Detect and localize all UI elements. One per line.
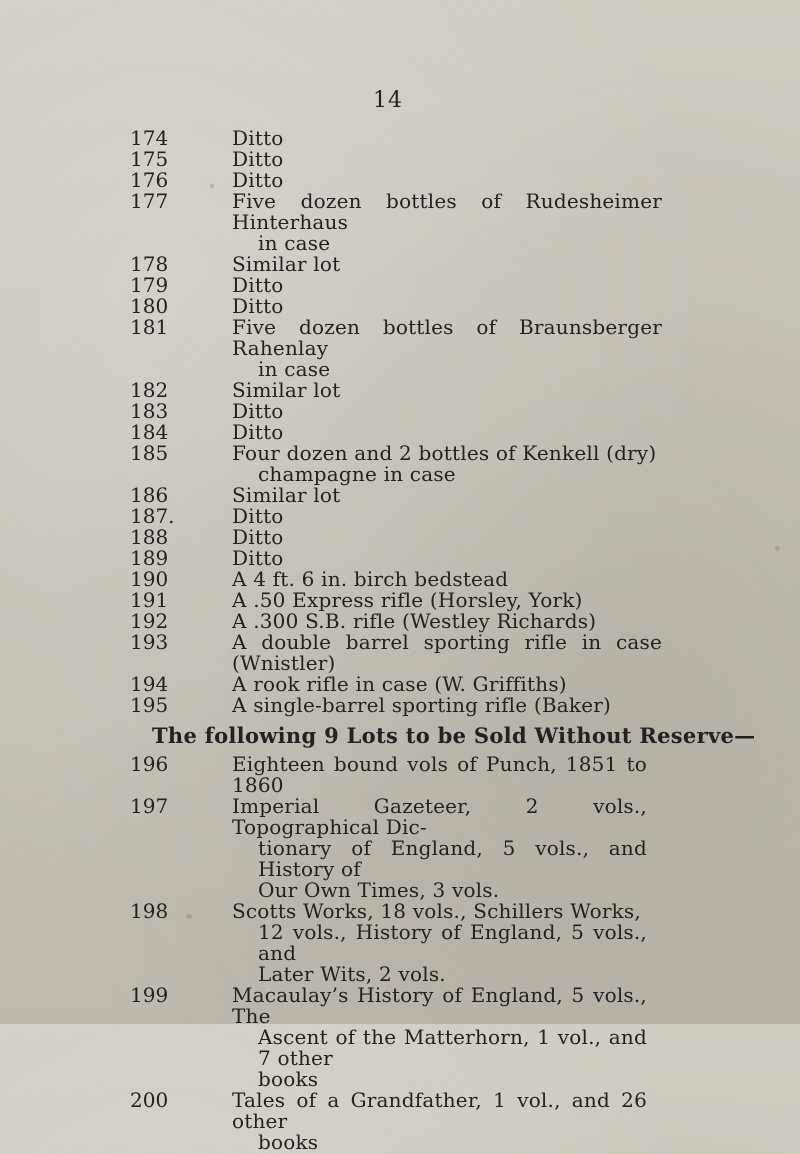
lot-description-line: A .300 S.B. rifle (Westley Richards) [232, 609, 597, 633]
lot-description-line: Macaulay’s History of England, 5 vols., The [232, 983, 647, 1028]
lot-row [0, 170, 800, 191]
lot-row [0, 191, 800, 254]
lot-number: 188 [130, 525, 169, 549]
lot-row [0, 380, 800, 401]
lot-number: 184 [130, 420, 169, 444]
lot-description [232, 401, 662, 422]
lot-row [0, 548, 800, 569]
lot-description-line: Scotts Works, 18 vols., Schillers Works, [232, 899, 641, 923]
lot-number: 175 [130, 147, 169, 171]
lot-number: 179 [130, 273, 169, 297]
lot-description-line: Ditto [232, 147, 284, 171]
lot-description-line: Five dozen bottles of Braunsberger Rahenlay [232, 315, 662, 360]
lot-description-line: champagne in case [258, 462, 456, 486]
lot-description-line: Similar lot [232, 252, 341, 276]
lot-description [232, 901, 647, 985]
lot-row [0, 754, 800, 796]
lot-description-line: 12 vols., History of England, 5 vols., and [258, 920, 647, 965]
lot-row [0, 443, 800, 485]
lot-number: 199 [130, 983, 169, 1007]
lot-number: 178 [130, 252, 169, 276]
lot-description [232, 527, 662, 548]
lot-number: 174 [130, 126, 169, 150]
lot-description [232, 548, 662, 569]
lot-number: 183 [130, 399, 169, 423]
lot-description [232, 569, 662, 590]
page-number: 14 [373, 88, 403, 113]
lot-number: 192 [130, 609, 169, 633]
lot-row [0, 796, 800, 901]
lot-number: 196 [130, 752, 169, 776]
lot-row [0, 506, 800, 527]
lot-row [0, 611, 800, 632]
section-heading: The following 9 Lots to be Sold Without Reserve— [152, 723, 756, 748]
lot-number: 187. [130, 504, 175, 528]
lot-description-line: A single-barrel sporting rifle (Baker) [232, 693, 612, 717]
lot-description [232, 275, 662, 296]
lot-row [0, 254, 800, 275]
lot-description-line: Imperial Gazeteer, 2 vols., Topographical Dic- [232, 794, 647, 839]
lot-description-line: Ditto [232, 126, 284, 150]
lot-number: 176 [130, 168, 169, 192]
lot-description-line: Eighteen bound vols of Punch, 1851 to 1860 [232, 752, 647, 797]
lot-description-line: Ditto [232, 294, 284, 318]
lot-row [0, 401, 800, 422]
lot-number: 185 [130, 441, 169, 465]
lot-row [0, 128, 800, 149]
lot-number: 194 [130, 672, 169, 696]
lot-description [232, 191, 662, 254]
lot-description-line: tionary of England, 5 vols., and History of [258, 836, 647, 881]
lot-number: 191 [130, 588, 169, 612]
lot-description-line: Our Own Times, 3 vols. [258, 878, 500, 902]
lot-description-line: Similar lot [232, 483, 341, 507]
lot-row [0, 275, 800, 296]
lot-number: 177 [130, 189, 169, 213]
lot-number: 181 [130, 315, 169, 339]
lot-description-line: books [258, 1067, 319, 1091]
lot-description [232, 380, 662, 401]
lot-description-line: books [258, 1130, 319, 1154]
lot-row [0, 632, 800, 674]
lot-description [232, 170, 662, 191]
reserved-lots [0, 128, 800, 716]
lot-description-line: Ditto [232, 420, 284, 444]
lot-description-line: Five dozen bottles of Rudesheimer Hinterhaus [232, 189, 662, 234]
lot-row [0, 296, 800, 317]
lot-description [232, 674, 662, 695]
lot-description [232, 128, 662, 149]
lot-description [232, 611, 662, 632]
lot-row [0, 695, 800, 716]
lot-number: 189 [130, 546, 169, 570]
lot-description-line: Later Wits, 2 vols. [258, 962, 446, 986]
lot-description [232, 796, 647, 901]
lot-row [0, 569, 800, 590]
lot-description-line: Ditto [232, 546, 284, 570]
lot-description-line: Similar lot [232, 378, 341, 402]
lot-number: 198 [130, 899, 169, 923]
lot-row [0, 1090, 800, 1153]
lot-description [232, 1090, 647, 1153]
lot-description-line: Ascent of the Matterhorn, 1 vol., and 7 other [258, 1025, 647, 1070]
lot-description [232, 485, 662, 506]
lot-description [232, 985, 647, 1090]
lot-description-line: in case [258, 231, 331, 255]
lot-description-line: A rook rifle in case (W. Griffiths) [232, 672, 567, 696]
lot-description [232, 317, 662, 380]
lot-description [232, 590, 662, 611]
unreserved-lots [0, 754, 800, 1153]
lot-description [232, 443, 662, 485]
lot-number: 182 [130, 378, 169, 402]
lot-row [0, 149, 800, 170]
lot-description [232, 506, 662, 527]
lot-row [0, 985, 800, 1090]
lot-description [232, 149, 662, 170]
lot-description-line: Ditto [232, 273, 284, 297]
lot-description [232, 254, 662, 275]
lot-number: 197 [130, 794, 169, 818]
lot-description [232, 632, 662, 674]
lot-number: 195 [130, 693, 169, 717]
lot-description-line: Ditto [232, 399, 284, 423]
lot-number: 180 [130, 294, 169, 318]
lot-description-line: Four dozen and 2 bottles of Kenkell (dry) [232, 441, 657, 465]
lot-number: 186 [130, 483, 169, 507]
lot-row [0, 317, 800, 380]
lot-description [232, 754, 647, 796]
lot-description [232, 296, 662, 317]
lot-row [0, 901, 800, 985]
lot-description-line: A double barrel sporting rifle in case (Wnistler) [232, 630, 662, 675]
lot-description-line: A 4 ft. 6 in. birch bedstead [232, 567, 509, 591]
lot-description-line: Ditto [232, 525, 284, 549]
lot-list [0, 128, 800, 1153]
lot-row [0, 674, 800, 695]
lot-number: 193 [130, 630, 169, 654]
lot-number: 190 [130, 567, 169, 591]
lot-number: 200 [130, 1088, 169, 1112]
lot-description-line: in case [258, 357, 331, 381]
lot-description-line: Tales of a Grandfather, 1 vol., and 26 other [232, 1088, 647, 1133]
lot-row [0, 422, 800, 443]
lot-description [232, 422, 662, 443]
lot-row [0, 485, 800, 506]
lot-row [0, 590, 800, 611]
lot-description [232, 695, 662, 716]
lot-description-line: Ditto [232, 168, 284, 192]
lot-description-line: Ditto [232, 504, 284, 528]
lot-description-line: A .50 Express rifle (Horsley, York) [232, 588, 583, 612]
lot-row [0, 527, 800, 548]
